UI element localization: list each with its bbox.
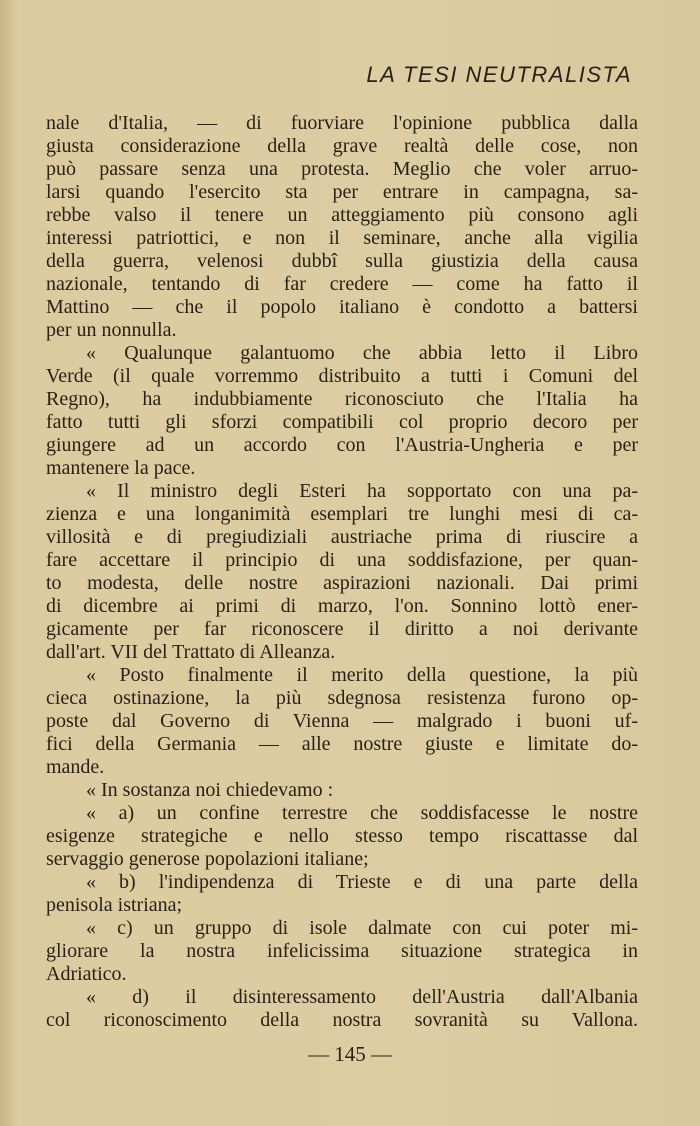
text-line: poste dal Governo di Vienna — malgrado i buoni uf-	[46, 710, 638, 732]
text-line: di dicembre ai primi di marzo, l'on. Sonnino lottò ener-	[46, 595, 638, 617]
text-line: della guerra, velenosi dubbî sulla giustizia della causa	[46, 250, 638, 272]
text-line: gliorare la nostra infelicissima situazione strategica in	[46, 940, 638, 962]
text-line: nazionale, tentando di far credere — come ha fatto il	[46, 273, 638, 295]
text-line: « In sostanza noi chiedevamo :	[86, 779, 334, 801]
text-line: penisola istriana;	[46, 894, 183, 916]
text-line: col riconoscimento della nostra sovranità su Vallona.	[46, 1009, 638, 1031]
text-line: mantenere la pace.	[46, 457, 196, 479]
text-line: mande.	[46, 756, 105, 778]
text-line: gicamente per far riconoscere il diritto a noi derivante	[46, 618, 638, 640]
page-number: — 145 —	[308, 1042, 392, 1066]
text-line: dall'art. VII del Trattato di Alleanza.	[46, 641, 336, 663]
running-header: LA TESI NEUTRALISTA	[366, 62, 632, 87]
text-line: « c) un gruppo di isole dalmate con cui poter mi-	[86, 917, 638, 939]
text-line: può passare senza una protesta. Meglio che voler arruo-	[46, 158, 638, 180]
text-line: esigenze strategiche e nello stesso tempo riscattasse dal	[46, 825, 638, 847]
text-line: « Qualunque galantuomo che abbia letto il Libro	[86, 342, 638, 364]
text-line: « Il ministro degli Esteri ha sopportato con una pa-	[86, 480, 638, 502]
text-line: fare accettare il principio di una soddisfazione, per quan-	[46, 549, 638, 571]
text-line: giungere ad un accordo con l'Austria-Ungheria e per	[46, 434, 638, 456]
text-line: fici della Germania — alle nostre giuste e limitate do-	[46, 733, 638, 755]
text-line: « d) il disinteressamento dell'Austria dall'Albania	[86, 986, 638, 1008]
text-line: « Posto finalmente il merito della questione, la più	[86, 664, 638, 686]
text-line: « b) l'indipendenza di Trieste e di una parte della	[86, 871, 638, 893]
text-line: Mattino — che il popolo italiano è condotto a battersi	[46, 296, 638, 318]
text-line: servaggio generose popolazioni italiane;	[46, 848, 369, 870]
text-line: cieca ostinazione, la più sdegnosa resistenza furono op-	[46, 687, 638, 709]
text-line: rebbe valso il tenere un atteggiamento più consono agli	[46, 204, 638, 226]
text-line: interessi patriottici, e non il seminare, anche alla vigilia	[46, 227, 638, 249]
text-line: « a) un confine terrestre che soddisfacesse le nostre	[86, 802, 638, 824]
text-line: to modesta, delle nostre aspirazioni nazionali. Dai primi	[46, 572, 638, 594]
text-line: per un nonnulla.	[46, 319, 177, 341]
text-line: Regno), ha indubbiamente riconosciuto che l'Italia ha	[46, 388, 638, 410]
text-line: villosità e di pregiudiziali austriache prima di riuscire a	[46, 526, 638, 548]
text-line: zienza e una longanimità esemplari tre lunghi mesi di ca-	[46, 503, 638, 525]
text-line: Adriatico.	[46, 963, 127, 985]
body-text	[46, 112, 638, 1032]
text-line: giusta considerazione della grave realtà delle cose, non	[46, 135, 638, 157]
text-line: nale d'Italia, — di fuorviare l'opinione pubblica dalla	[46, 112, 638, 134]
text-line: fatto tutti gli sforzi compatibili col proprio decoro per	[46, 411, 638, 433]
text-line: Verde (il quale vorremmo distribuito a tutti i Comuni del	[46, 365, 638, 387]
text-line: larsi quando l'esercito sta per entrare in campagna, sa-	[46, 181, 638, 203]
